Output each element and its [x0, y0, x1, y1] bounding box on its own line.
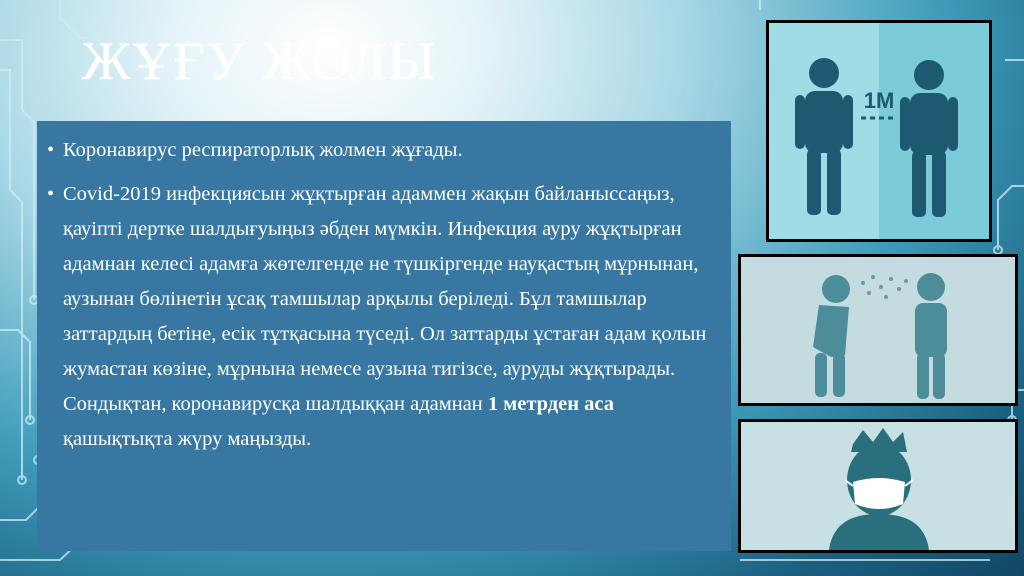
content-text-box — [37, 121, 731, 551]
social-distance-icon — [769, 23, 989, 239]
social-distance-picture — [766, 20, 992, 242]
bullet-text-end: қашықтықта жүру маңызды. — [63, 428, 312, 450]
bullet-text: Коронавирус респираторлық жолмен жұғады. — [63, 139, 463, 161]
face-mask-icon — [741, 422, 1015, 550]
cough-picture — [738, 254, 1018, 406]
bullet-item — [47, 133, 717, 168]
slide-title: ЖҰҒУ ЖОЛЫ — [82, 31, 438, 91]
bullet-emphasis: 1 метрден аса — [487, 393, 615, 415]
distance-label: 1M — [863, 88, 895, 113]
mask-picture — [738, 419, 1018, 553]
bullet-text: Covid-2019 инфекциясын жұқтырған адаммен жақын байланыссаңыз, қауіпті дертке шалдығуыңыз әбден мүмкін. Инфекция ауру жұқтырған адамнан келесі адамға жөтелгенде не түшкіргенде науқастың мұрнынан, аузынан бөлінетін ұсақ тамшылар арқылы беріледі. Бұл тамшылар заттардың бетіне, есік тұтқасына түседі. Ол заттарды ұстаған адам қолын жумастан көзіне, мұрнына немесе аузына тигізсе, ауруды жұқтырады. Сондықтан, коронавирусқа шалдыққан адамнан — [63, 183, 707, 415]
bullet-list — [47, 133, 717, 457]
bullet-item — [47, 177, 717, 457]
bullet-marker: • — [47, 139, 55, 161]
cough-spread-icon — [741, 257, 1015, 403]
bullet-marker: • — [47, 183, 55, 205]
